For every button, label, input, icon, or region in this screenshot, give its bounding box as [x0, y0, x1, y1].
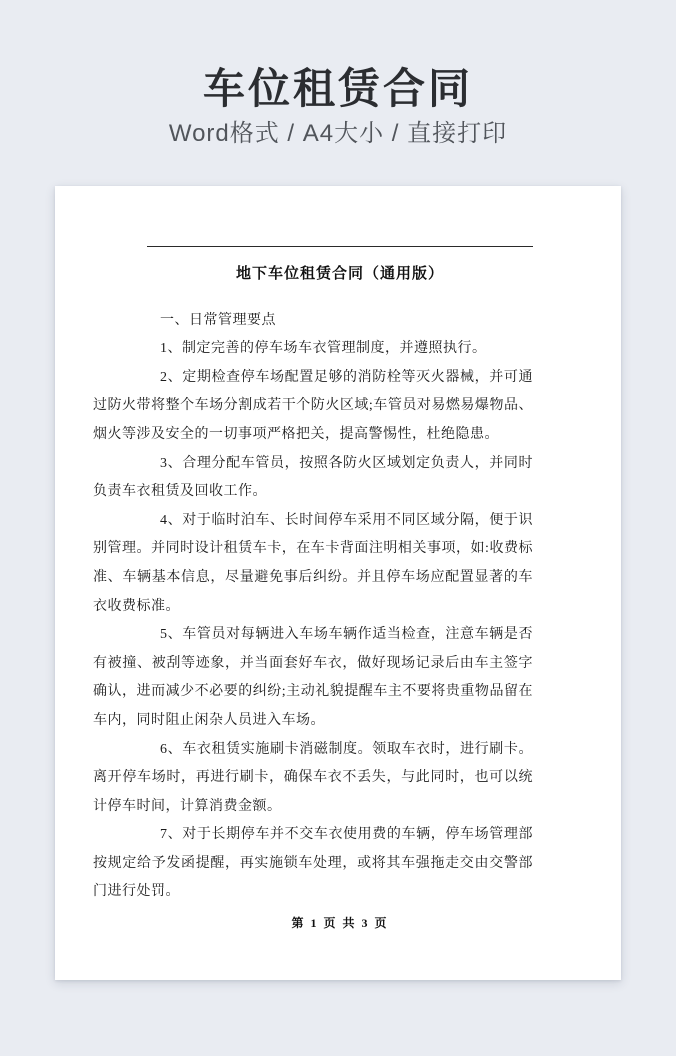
- document-body: [93, 307, 533, 907]
- poster-subtitle: Word格式 / A4大小 / 直接打印: [168, 120, 508, 147]
- clause-4: 4、对于临时泊车、长时间停车采用不同区域分隔，便于识别管理。并同时设计租赁车卡，在车卡背面注明相关事项，如:收费标准、车辆基本信息，尽量避免事后纠纷。并且停车场应配置显著的车衣收费标准。: [93, 512, 533, 614]
- clause-5: 5、车管员对每辆进入车场车辆作适当检查，注意车辆是否有被撞、被刮等迹象，并当面套好车衣，做好现场记录后由车主签字确认，进而减少不必要的纠纷;主动礼貌提醒车主不要将贵重物品留在车内，同时阻止闲杂人员进入车场。: [93, 627, 533, 728]
- document-title: 地下车位租赁合同（通用版）: [235, 266, 444, 282]
- clause-3: 3、合理分配车管员，按照各防火区域划定负责人，并同时负责车衣租赁及回收工作。: [93, 455, 533, 500]
- section-heading: 一、日常管理要点: [160, 312, 276, 328]
- clause-1: 1、制定完善的停车场车衣管理制度，并遵照执行。: [160, 341, 487, 357]
- document-page: [55, 186, 621, 980]
- document-top-rule: [147, 246, 533, 247]
- clause-2: 2、定期检查停车场配置足够的消防栓等灭火器械，并可通过防火带将整个车场分割成若干个防火区域;车管员对易燃易爆物品、烟火等涉及安全的一切事项严格把关，提高警惕性，杜绝隐患。: [93, 369, 533, 442]
- poster-title: 车位租赁合同: [202, 65, 473, 112]
- poster-header: [0, 0, 676, 147]
- clause-6: 6、车衣租赁实施刷卡消磁制度。领取车衣时，进行刷卡。离开停车场时，再进行刷卡，确保车衣不丢失，与此同时，也可以统计停车时间，计算消费金额。: [93, 741, 533, 814]
- page-number-footer: 第 1 页 共 3 页: [291, 916, 389, 931]
- clause-7: 7、对于长期停车并不交车衣使用费的车辆，停车场管理部按规定给予发函提醒，再实施锁车处理，或将其车强拖走交由交警部门进行处罚。: [93, 827, 533, 900]
